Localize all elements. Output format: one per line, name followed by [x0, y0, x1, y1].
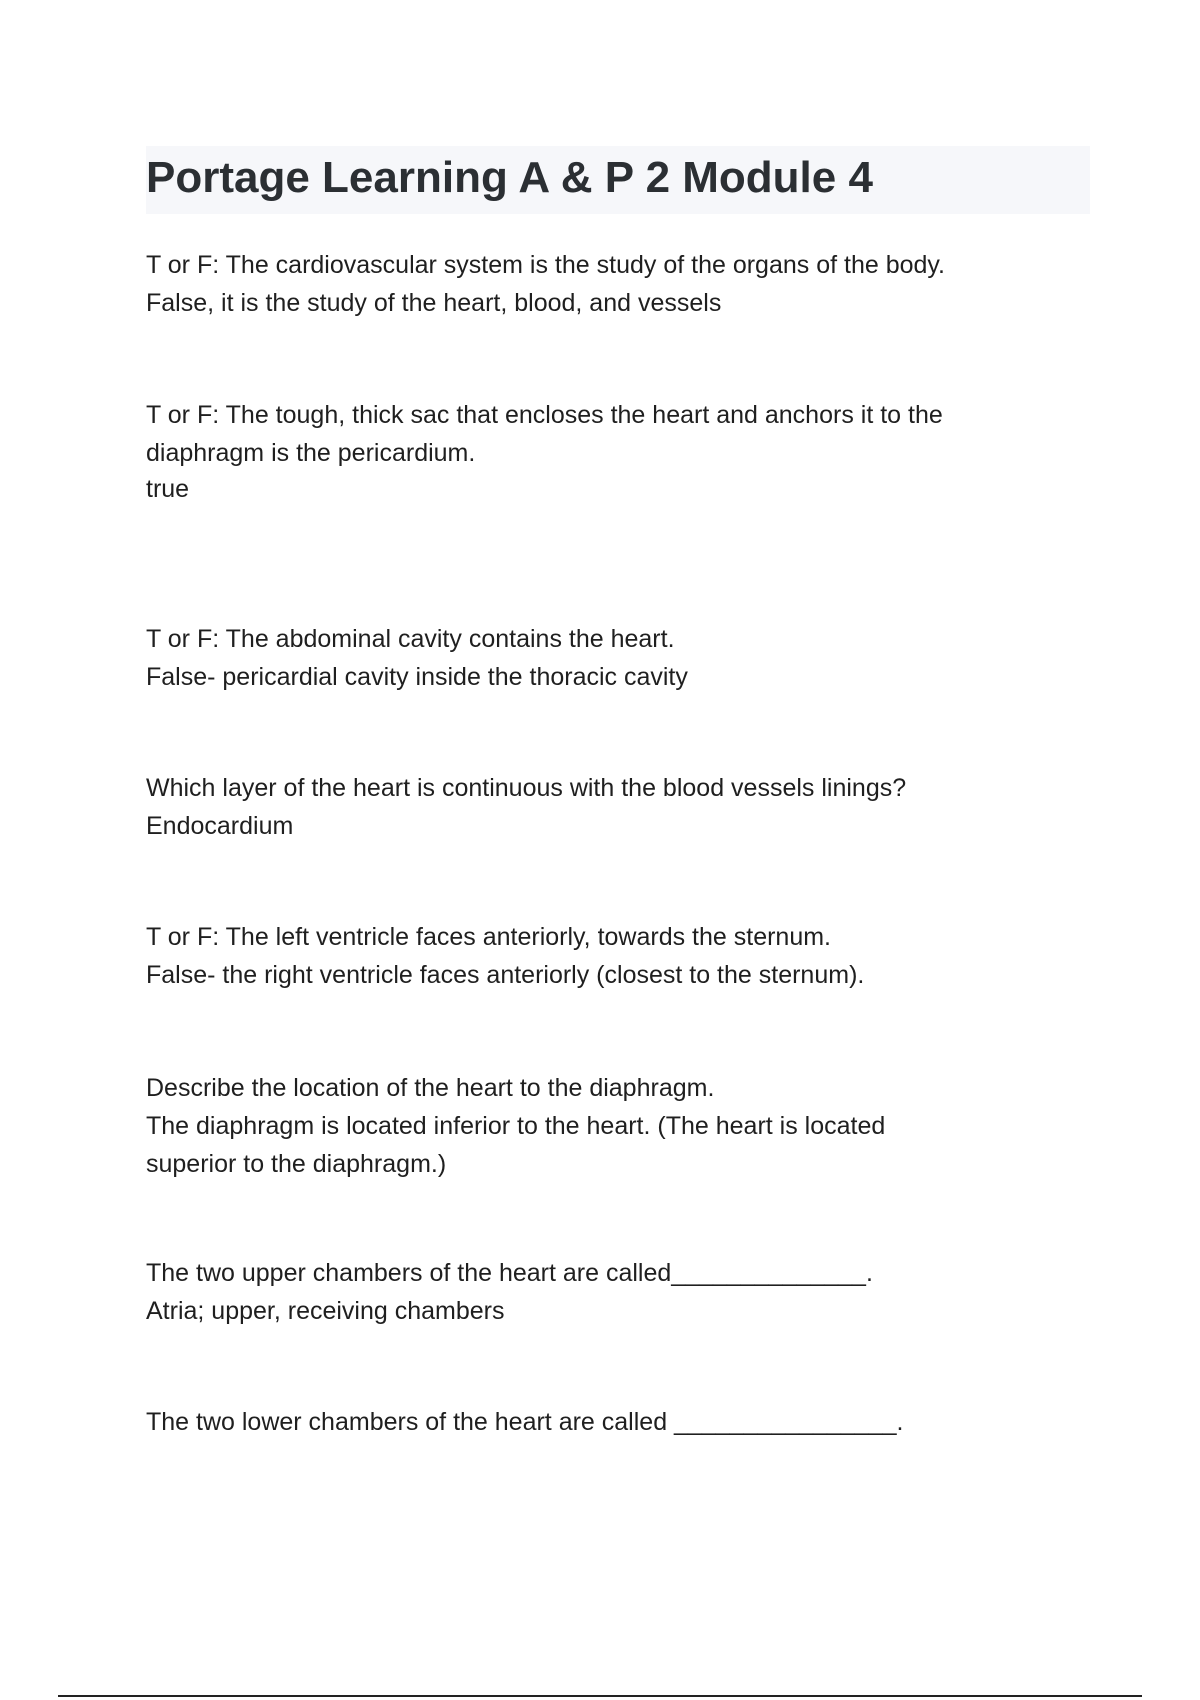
answer-text: Endocardium: [146, 812, 294, 840]
answer-text-line-1: The diaphragm is located inferior to the heart. (The heart is located: [146, 1112, 886, 1140]
qa-item-7: [146, 1254, 1090, 1330]
question-text-line-2: diaphragm is the pericardium.: [146, 439, 476, 467]
qa-item-8: [146, 1403, 1090, 1441]
title-block: [146, 146, 1090, 214]
question-text: Describe the location of the heart to the diaphragm.: [146, 1074, 715, 1102]
answer-text: False- the right ventricle faces anteriorly (closest to the sternum).: [146, 961, 865, 989]
page-title: Portage Learning A & P 2 Module 4: [146, 153, 873, 202]
page-bottom-divider: [58, 1695, 1142, 1697]
answer-text-line-2: superior to the diaphragm.): [146, 1150, 447, 1178]
answer-text: true: [146, 475, 190, 503]
qa-item-2: [146, 396, 1090, 506]
qa-item-4: [146, 769, 1090, 845]
answer-text: False- pericardial cavity inside the thoracic cavity: [146, 663, 688, 691]
answer-text: False, it is the study of the heart, blood, and vessels: [146, 289, 722, 317]
question-text-line-1: T or F: The tough, thick sac that encloses the heart and anchors it to the: [146, 401, 943, 429]
question-text: Which layer of the heart is continuous with the blood vessels linings?: [146, 774, 907, 802]
answer-text: Atria; upper, receiving chambers: [146, 1297, 505, 1325]
qa-item-5: [146, 918, 1090, 994]
question-text: The two lower chambers of the heart are called ________________.: [146, 1408, 904, 1436]
question-text: The two upper chambers of the heart are called______________.: [146, 1259, 873, 1287]
qa-item-6: [146, 1069, 1090, 1183]
qa-item-1: [146, 246, 1090, 322]
question-text: T or F: The cardiovascular system is the study of the organs of the body.: [146, 251, 945, 279]
question-text: T or F: The left ventricle faces anteriorly, towards the sternum.: [146, 923, 831, 951]
qa-item-3: [146, 620, 1090, 696]
question-text: T or F: The abdominal cavity contains the heart.: [146, 625, 675, 653]
